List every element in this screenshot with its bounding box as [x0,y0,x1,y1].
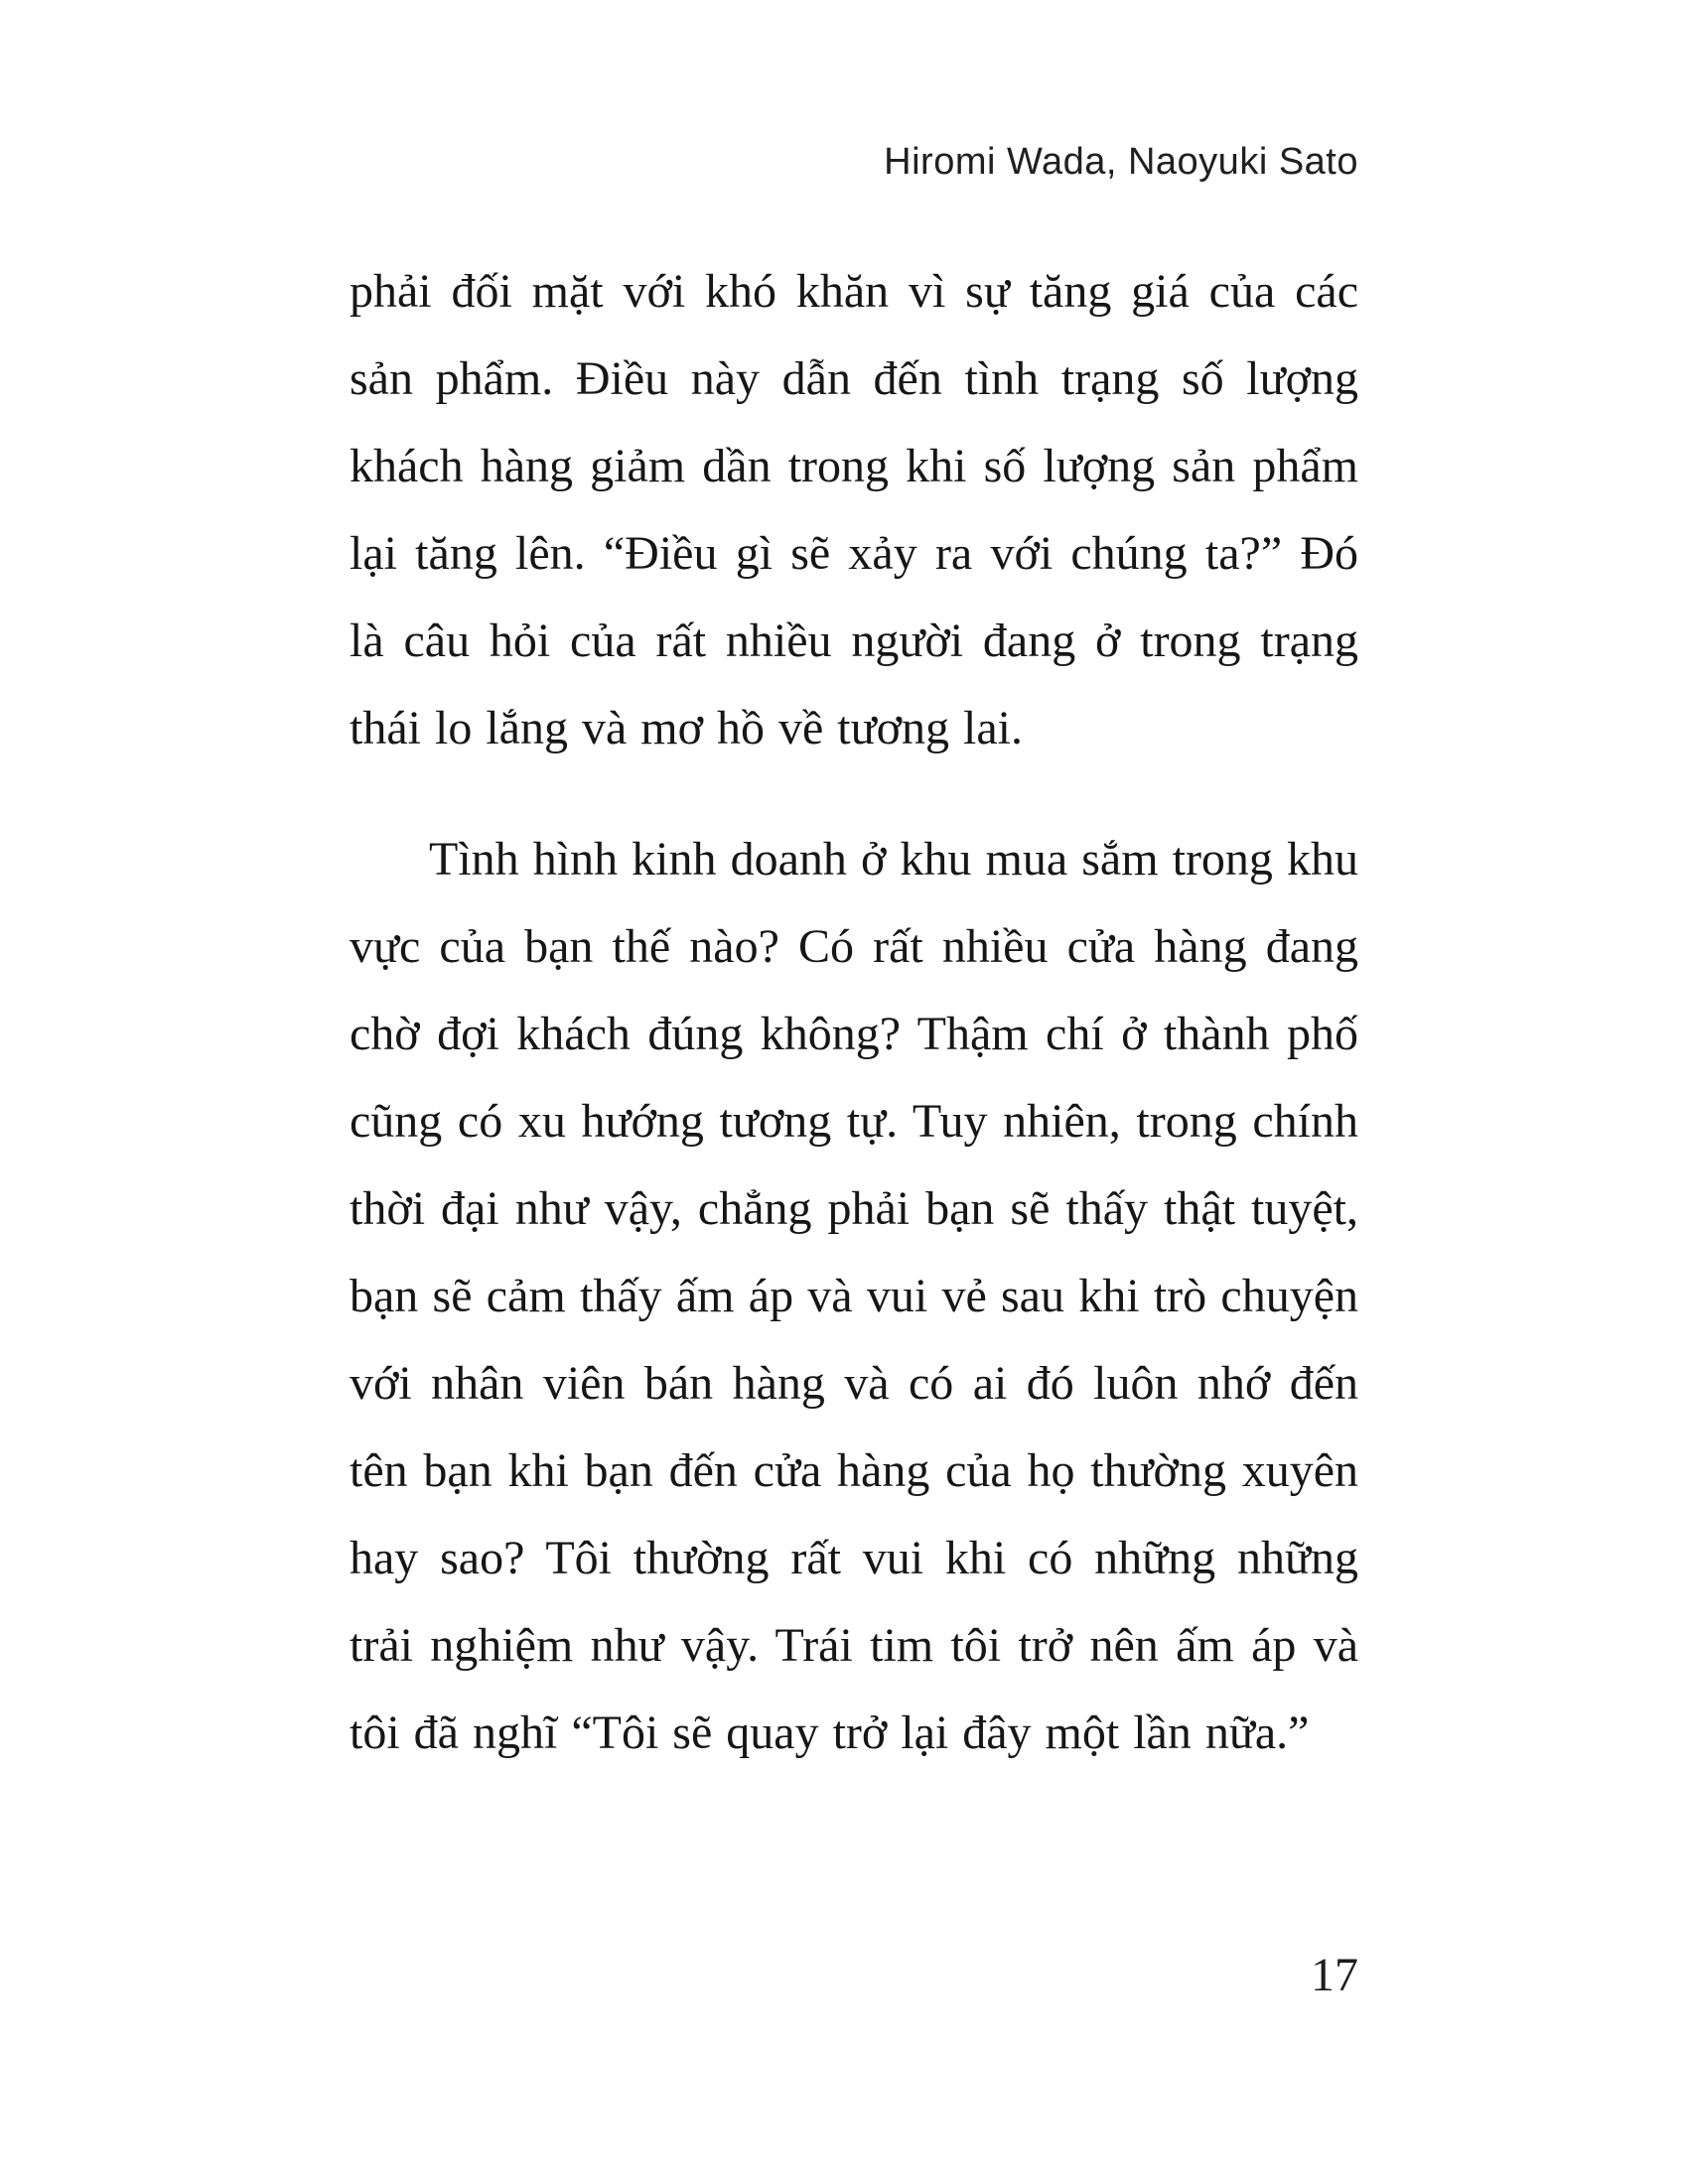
paragraph-2: Tình hình kinh doanh ở khu mua sắm trong khu vực của bạn thế nào? Có rất nhiều cửa hàng đang chờ đợi khách đúng không? Thậm chí ở thành phố cũng có xu hướng tương tự. Tuy nhiên, trong chính thời đại như vậy, chẳng phải bạn sẽ thấy thật tuyệt, bạn sẽ cảm thấy ấm áp và vui vẻ sau khi trò chuyện với nhân viên bán hàng và có ai đó luôn nhớ đến tên bạn khi bạn đến cửa hàng của họ thường xuyên hay sao? Tôi thường rất vui khi có những những trải nghiệm như vậy. Trái tim tôi trở nên ấm áp và tôi đã nghĩ “Tôi sẽ quay trở lại đây một lần nữa.” [350,833,1358,1759]
running-header [350,141,1358,184]
paragraph-1: phải đối mặt với khó khăn vì sự tăng giá của các sản phẩm. Điều này dẫn đến tình trạng số lượng khách hàng giảm dần trong khi số lượng sản phẩm lại tăng lên. “Điều gì sẽ xảy ra với chúng ta?” Đó là câu hỏi của rất nhiều người đang ở trong trạng thái lo lắng và mơ hồ về tương lai. [350,265,1358,754]
page-number: 17 [1311,1949,1358,2001]
page-body [350,248,1358,1777]
author-names: Hiromi Wada, Naoyuki Sato [884,141,1358,183]
